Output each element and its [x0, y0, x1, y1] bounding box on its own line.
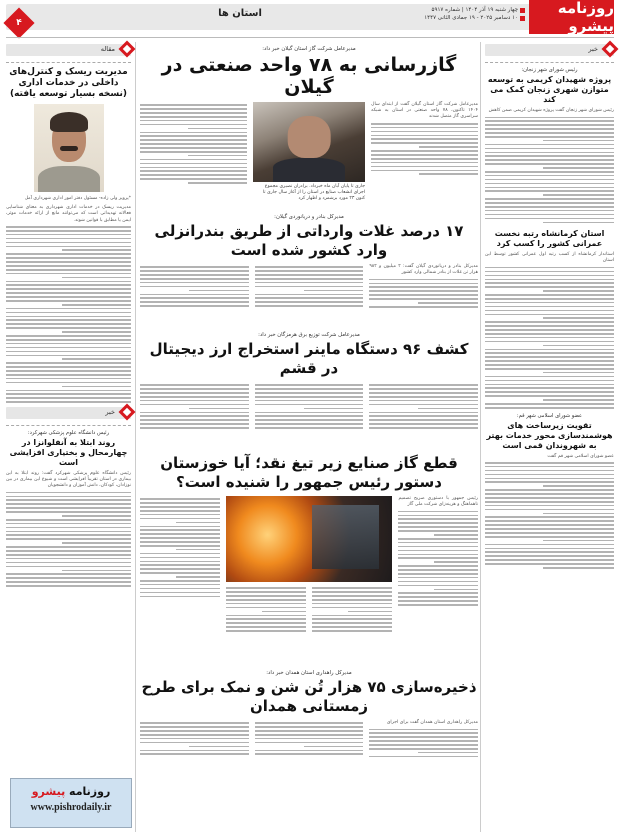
page-number: ۴ — [16, 18, 22, 28]
issue-date — [424, 6, 525, 22]
ad-title: روزنامه پیشرو — [31, 785, 111, 798]
article-kicker: مدیرعامل شرکت توزیع برق هرمزگان خبر داد: — [258, 332, 360, 338]
news-kicker: رئیس شورای شهر زنجان: — [521, 67, 578, 73]
article-kicker: مدیرعامل شرکت گاز استان گیلان خبر داد: — [262, 46, 356, 52]
center-column — [140, 42, 478, 832]
article-headline[interactable]: ذخیره‌سازی ۷۵ هزار تُن شن و نمک برای طرح زمستانی همدان — [141, 678, 477, 715]
article-text-col — [140, 102, 247, 210]
article-headline[interactable]: قطع گاز صنایع زیر تیغ نقد؛ آیا خوزستان دستور رئیس جمهور را شنیده است؟ — [160, 454, 458, 491]
bullet-icon — [520, 16, 525, 21]
article-headline[interactable]: کشف ۹۶ دستگاه ماینر استخراج ارز دیجیتال در قشم — [149, 340, 469, 377]
news-item[interactable] — [485, 229, 614, 408]
diamond-icon — [602, 41, 619, 58]
article-kicker: مدیرکل بنادر و دریانوردی گیلان: — [274, 214, 344, 220]
author-portrait — [34, 104, 104, 192]
news-lead: رئیس دانشگاه علوم پزشکی شهرکرد گفت: روند ابتلا به این بیماری در استان تقریباً افزایشی است و شیوع این بیماری در بین نوزادان، کودکان، دانش آموزان و دانشجویان — [6, 470, 131, 489]
article-text-col: مدیرعامل شرکت گاز استان گیلان گفت از ابتدای سال ۱۴۰۴ تاکنون، ۷۸ واحد صنعتی در استان به شبکه سراسری گاز متصل شدند — [371, 102, 478, 210]
news-item[interactable] — [485, 67, 614, 223]
article-tag: مقاله — [6, 44, 131, 56]
photo-caption: جاری تا پایان آبان ماه خبرداد. برادران نصیری مجموع اجرای انشعاب صنایع در استان را از آغاز سال جاری تا کنون ۲۳ مورد برشمرد و اظهار کرد — [262, 184, 366, 201]
news-tag: خبر — [6, 407, 131, 419]
body-text — [6, 226, 131, 403]
article-photo-block — [253, 102, 365, 210]
news-headline[interactable]: تقویت زیرساخت های هوشمندسازی محور خدمات بهتر به شهروندان قمی است — [486, 420, 613, 450]
article-photo — [253, 102, 365, 182]
divider — [485, 62, 614, 63]
news-lead: استاندار کرمانشاه از کسب رتبه اول عمرانی کشور توسط این استان — [485, 252, 614, 264]
author-byline: *پرویز ولی زاده- مسئول دفتر امور اداری شهرداری آمل — [24, 196, 131, 201]
article-qeshm-miners[interactable] — [140, 332, 478, 454]
body-text — [485, 267, 614, 409]
page-number-badge — [3, 7, 34, 38]
opinion-article[interactable] — [6, 67, 131, 403]
newspaper-ad-box[interactable] — [10, 778, 132, 828]
diamond-icon — [119, 403, 136, 420]
date-line-2: ۱۰ دسامبر ۲۰۲۵ - ۱۹ جمادی الثانی ۱۴۴۷ — [424, 15, 518, 21]
news-lead: عضو شورای اسلامی شهر قم گفت — [547, 453, 614, 459]
news-headline[interactable]: استان کرمانشاه رتبه نخست عمرانی کشور را کسب کرد — [494, 229, 605, 249]
steel-plant-photo — [226, 496, 393, 582]
diamond-icon — [119, 41, 136, 58]
news-kicker: عضو شورای اسلامی شهر قم: — [516, 412, 583, 419]
left-column — [6, 42, 136, 832]
bullet-icon — [520, 8, 525, 13]
article-kicker: مدیرکل راهداری استان همدان خبر داد: — [266, 670, 352, 676]
news-lead: رئیس شورای شهر زنجان گفت پروژه شهیدان کریمی ضمن کاهش — [488, 108, 614, 113]
date-line-1: چهار شنبه ۱۹ آذر ۱۴۰۴ | شماره ۵۹۱۷ — [431, 7, 518, 13]
article-headline[interactable]: گازرسانی به ۷۸ واحد صنعتی در گیلان — [161, 54, 457, 98]
opinion-lead: مدیریت ریسک در خدمات اداری شهرداری به معنای شناسایی فعالانه تهدیداتی است که می‌توانند مانع از ارائه خدمات موثر، ایمن یا مطابق با قوانین شوند. — [6, 205, 131, 223]
news-headline[interactable]: پروژه شهیدان کریمی به توسعه متوازن شهری زنجان کمک می کند — [487, 75, 612, 104]
website-link[interactable]: www.pishrodaily.ir — [30, 802, 112, 813]
article-anzali-grain[interactable]: مدیرکل بنادر و دریانوردی گیلان: ۱۷ درصد غلات وارداتی از طریق بندرانزلی وارد کشور شده است مدیرکل بنادر و دریانوردی گیلان گفت: ۲ میلیون و ۹۸۲ هزار تن غلات از بنادر شمالی وارد کشور — [140, 214, 478, 328]
body-text — [485, 117, 614, 224]
divider — [6, 37, 614, 38]
news-tag: خبر — [485, 44, 614, 56]
right-news-column — [480, 42, 614, 832]
news-kicker: رئیس دانشگاه علوم پزشکی شهرکرد: — [27, 429, 110, 436]
divider — [6, 425, 131, 426]
section-title: استان ها — [218, 8, 262, 19]
article-hamedan-salt[interactable]: مدیرکل راهداری استان همدان خبر داد: ذخیره‌سازی ۷۵ هزار تُن شن و نمک برای طرح زمستانی همدان مدیرکل راهداری استان همدان گفت برای اجرای — [140, 670, 478, 780]
body-text — [485, 462, 614, 569]
article-gilan-gas[interactable] — [140, 46, 478, 210]
opinion-headline[interactable]: مدیریت ریسک و کنترل‌های داخلی در خدمات اداری (نسخه بسیار توسعه یافته) — [9, 67, 128, 99]
article-khuzestan-gas[interactable]: قطع گاز صنایع زیر تیغ نقد؛ آیا خوزستان دستور رئیس جمهور را شنیده است؟ رئیس جمهور با دستوری صریح تصمیم ناهماهنگ و هزینه‌زای شرکت ملی گاز — [140, 454, 478, 666]
news-item[interactable] — [485, 413, 614, 569]
newspaper-logo[interactable]: روزنامه پیشرو — [529, 0, 614, 34]
divider — [6, 62, 131, 63]
article-headline[interactable]: ۱۷ درصد غلات وارداتی از طریق بندرانزلی وارد کشور شده است — [154, 222, 464, 259]
news-item[interactable] — [6, 430, 131, 587]
news-headline[interactable]: روند ابتلا به آنفلوانزا در چهارمحال و بختیاری افزایشی است — [9, 437, 128, 467]
body-text — [6, 492, 131, 587]
